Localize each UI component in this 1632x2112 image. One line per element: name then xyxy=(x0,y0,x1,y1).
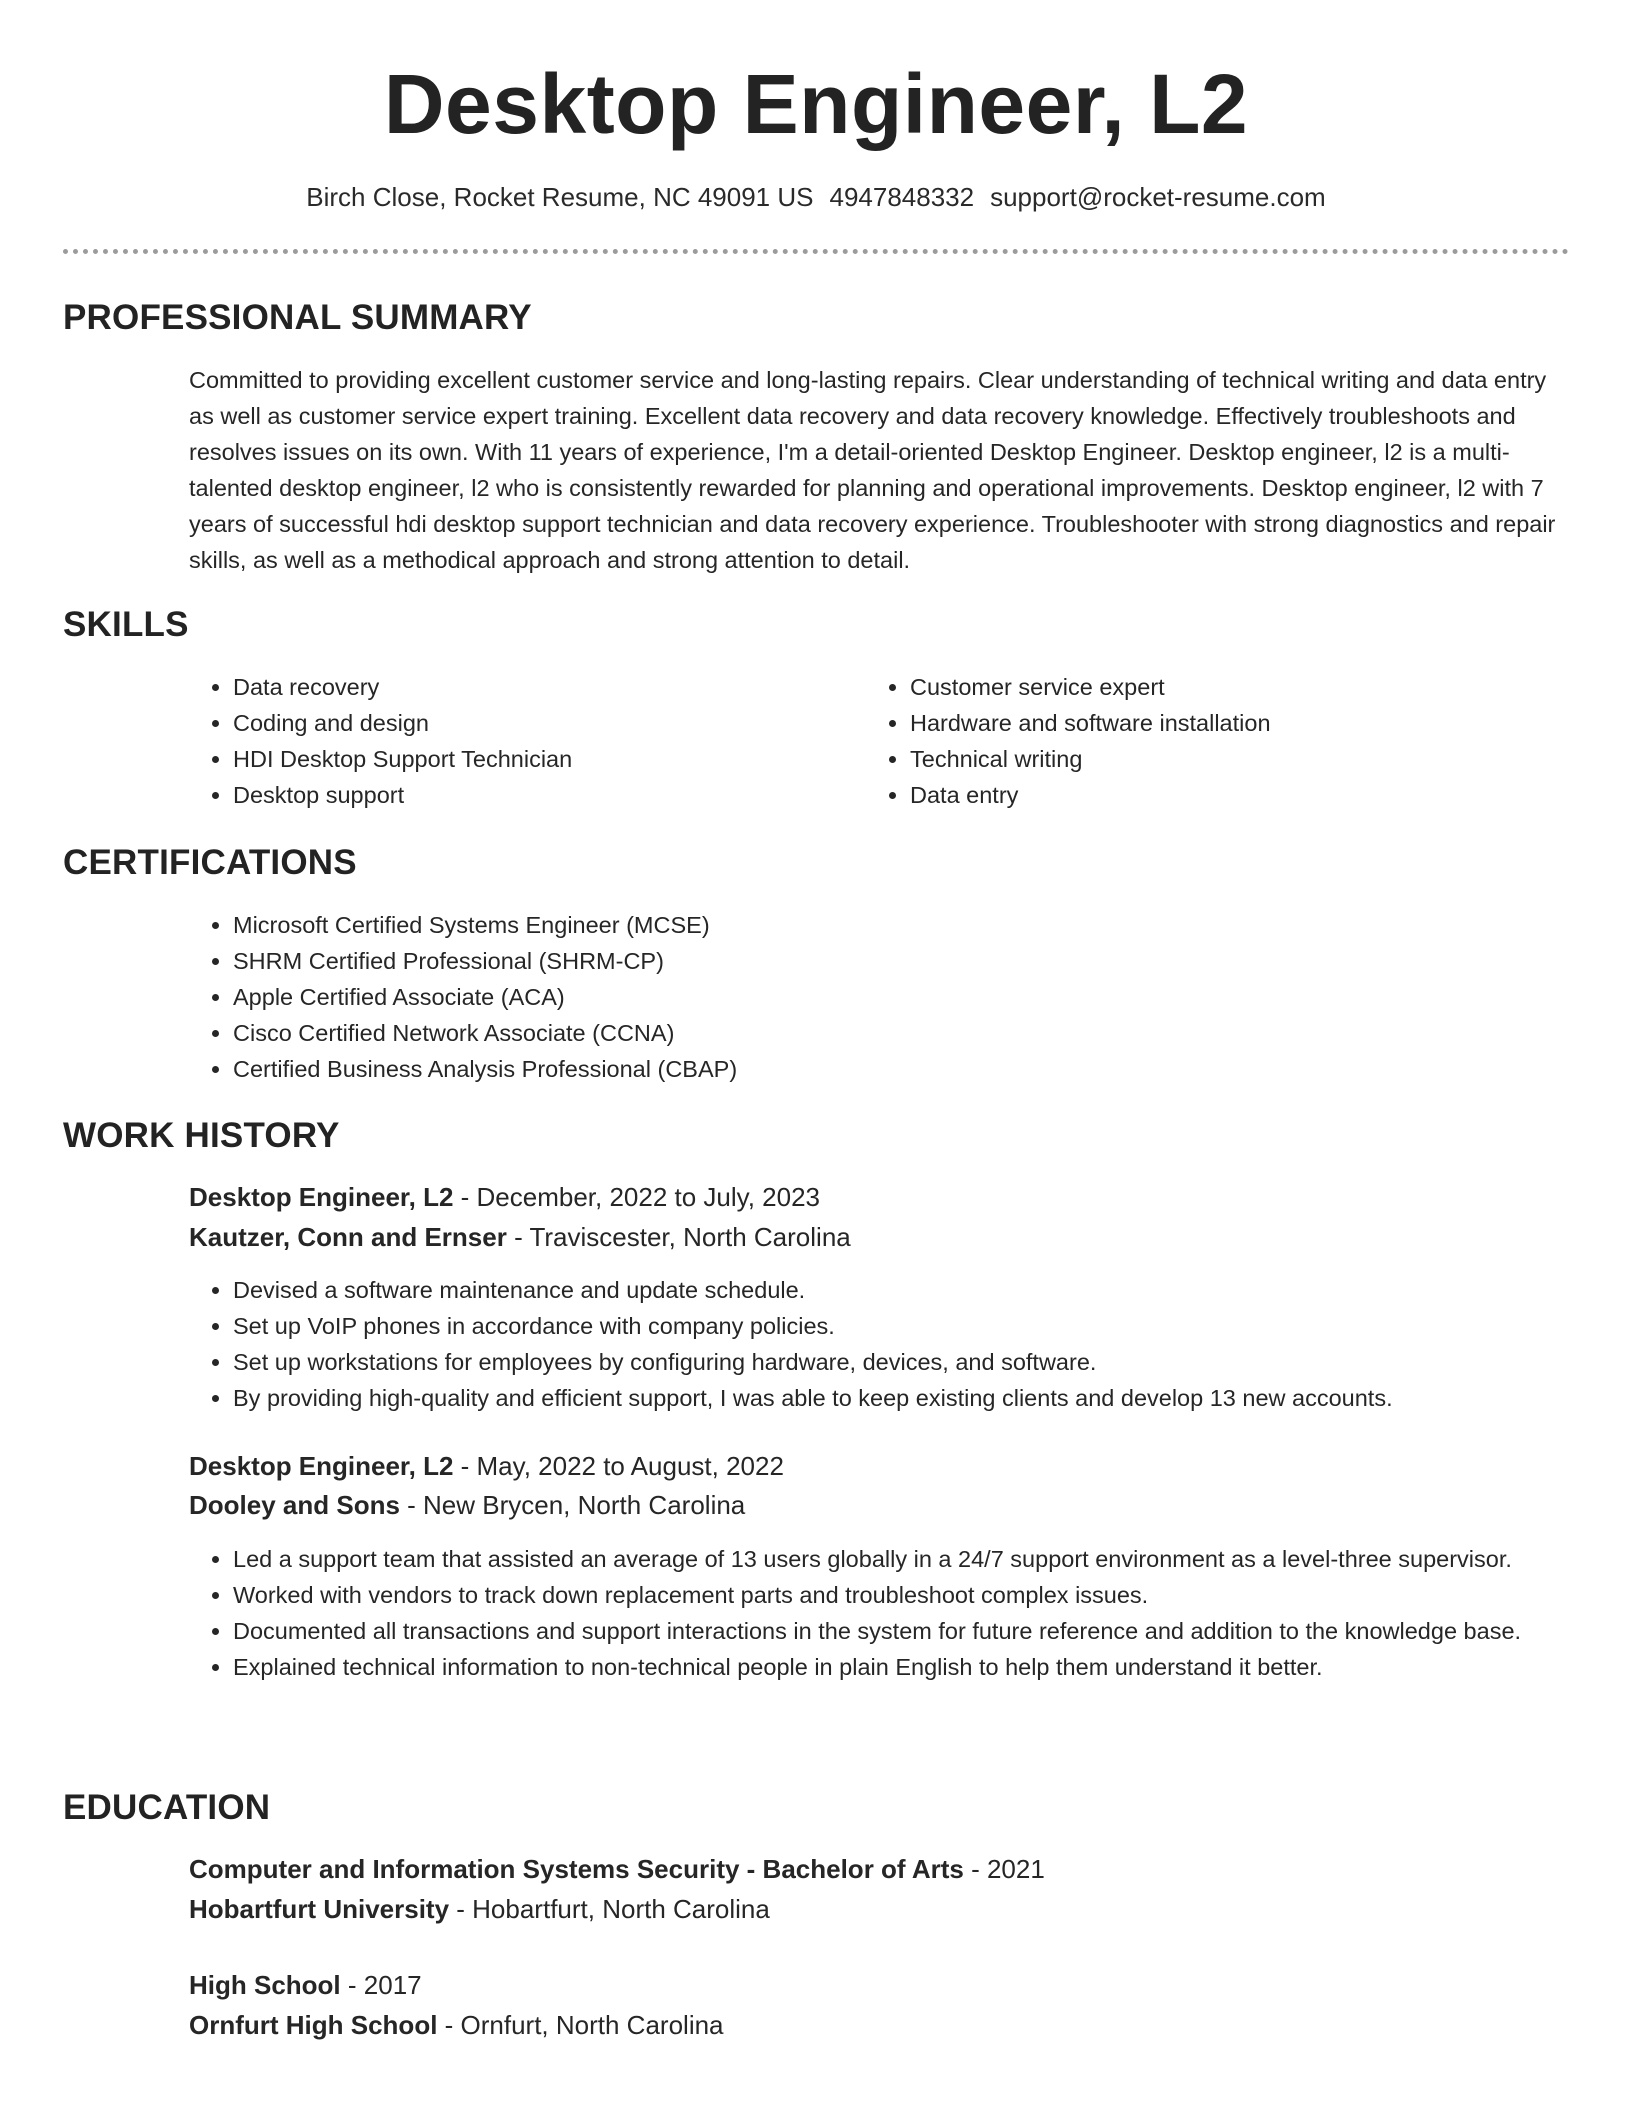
certifications-heading: CERTIFICATIONS xyxy=(63,843,357,882)
skill-item: • Hardware and software installation xyxy=(910,705,1610,741)
skills-heading: SKILLS xyxy=(63,605,189,644)
work-heading: WORK HISTORY xyxy=(63,1116,340,1155)
job-bullets xyxy=(189,1541,1613,1685)
job-bullets xyxy=(189,1272,1613,1416)
certification-item: • SHRM Certified Professional (SHRM-CP) xyxy=(233,943,1613,979)
certification-item: • Cisco Certified Network Associate (CCNA) xyxy=(233,1015,1613,1051)
education-degree-line xyxy=(189,1966,422,2004)
job-company: Kautzer, Conn and Ernser xyxy=(189,1222,507,1252)
job-company-line xyxy=(189,1486,745,1524)
education-school: Hobartfurt University xyxy=(189,1894,450,1924)
job-bullet: • Set up VoIP phones in accordance with company policies. xyxy=(233,1308,1613,1344)
job-bullet: • Led a support team that assisted an average of 13 users globally in a 24/7 support environment as a level-three supervisor. xyxy=(233,1541,1613,1577)
skill-item: • Data entry xyxy=(910,777,1610,813)
skill-item: • Data recovery xyxy=(233,669,853,705)
job-bullet: • Documented all transactions and support interactions in the system for future reference and addition to the knowledge base. xyxy=(233,1613,1613,1649)
summary-text: Committed to providing excellent customer service and long-lasting repairs. Clear understanding of technical writing and data entry as well as customer service expert training. Excellent data recovery and data recovery knowledge. Effectively troubleshoots and resolves issues on its own. With 11 years of experience, I'm a detail-oriented Desktop Engineer. Desktop engineer, l2 is a multi-talented desktop engineer, l2 who is consistently rewarded for planning and operational improvements. Desktop engineer, l2 with 7 years of successful hdi desktop support technician and data recovery experience. Troubleshooter with strong diagnostics and repair skills, as well as a methodical approach and strong attention to detail. xyxy=(189,367,1556,573)
job-bullet: • Set up workstations for employees by configuring hardware, devices, and software. xyxy=(233,1344,1613,1380)
contact-email: support@rocket-resume.com xyxy=(990,182,1326,212)
education-degree: Computer and Information Systems Security - Bachelor of Arts xyxy=(189,1854,964,1884)
job-title-line xyxy=(189,1447,784,1485)
header-divider xyxy=(63,249,1569,254)
job-location: - Traviscester, North Carolina xyxy=(506,1222,851,1252)
job-bullet: • By providing high-quality and efficient support, I was able to keep existing clients and develop 13 new accounts. xyxy=(233,1380,1613,1416)
job-company-line xyxy=(189,1218,851,1256)
resume-name: Desktop Engineer, L2 xyxy=(383,57,1249,151)
skill-item: • Customer service expert xyxy=(910,669,1610,705)
job-bullet: • Devised a software maintenance and update schedule. xyxy=(233,1272,1613,1308)
education-location: - Hobartfurt, North Carolina xyxy=(449,1894,770,1924)
job-company: Dooley and Sons xyxy=(189,1490,400,1520)
education-heading: EDUCATION xyxy=(63,1788,271,1827)
skill-item: • Technical writing xyxy=(910,741,1610,777)
education-degree: High School xyxy=(189,1970,341,2000)
skill-item: • Desktop support xyxy=(233,777,853,813)
contact-phone: 4947848332 xyxy=(829,182,975,212)
certification-item: • Certified Business Analysis Professional (CBAP) xyxy=(233,1051,1613,1087)
certifications-list xyxy=(189,907,1613,1087)
contact-line xyxy=(0,180,1632,214)
contact-address: Birch Close, Rocket Resume, NC 49091 US xyxy=(306,182,814,212)
skill-item: • HDI Desktop Support Technician xyxy=(233,741,853,777)
summary-heading: PROFESSIONAL SUMMARY xyxy=(63,298,532,337)
certification-item: • Microsoft Certified Systems Engineer (MCSE) xyxy=(233,907,1613,943)
job-dates: - December, 2022 to July, 2023 xyxy=(453,1182,821,1212)
skills-list-left xyxy=(189,669,853,813)
education-year: - 2017 xyxy=(340,1970,422,2000)
skill-item: • Coding and design xyxy=(233,705,853,741)
education-degree-line xyxy=(189,1850,1045,1888)
job-bullet: • Worked with vendors to track down replacement parts and troubleshoot complex issues. xyxy=(233,1577,1613,1613)
education-school-line xyxy=(189,1890,770,1928)
job-bullet: • Explained technical information to non-technical people in plain English to help them understand it better. xyxy=(233,1649,1613,1685)
education-year: - 2021 xyxy=(963,1854,1045,1884)
job-role: Desktop Engineer, L2 xyxy=(189,1182,454,1212)
certification-item: • Apple Certified Associate (ACA) xyxy=(233,979,1613,1015)
job-role: Desktop Engineer, L2 xyxy=(189,1451,454,1481)
education-school: Ornfurt High School xyxy=(189,2010,438,2040)
skills-list-right xyxy=(866,669,1610,813)
education-school-line xyxy=(189,2006,724,2044)
job-location: - New Brycen, North Carolina xyxy=(399,1490,746,1520)
job-title-line xyxy=(189,1178,820,1216)
job-dates: - May, 2022 to August, 2022 xyxy=(453,1451,784,1481)
education-location: - Ornfurt, North Carolina xyxy=(437,2010,724,2040)
